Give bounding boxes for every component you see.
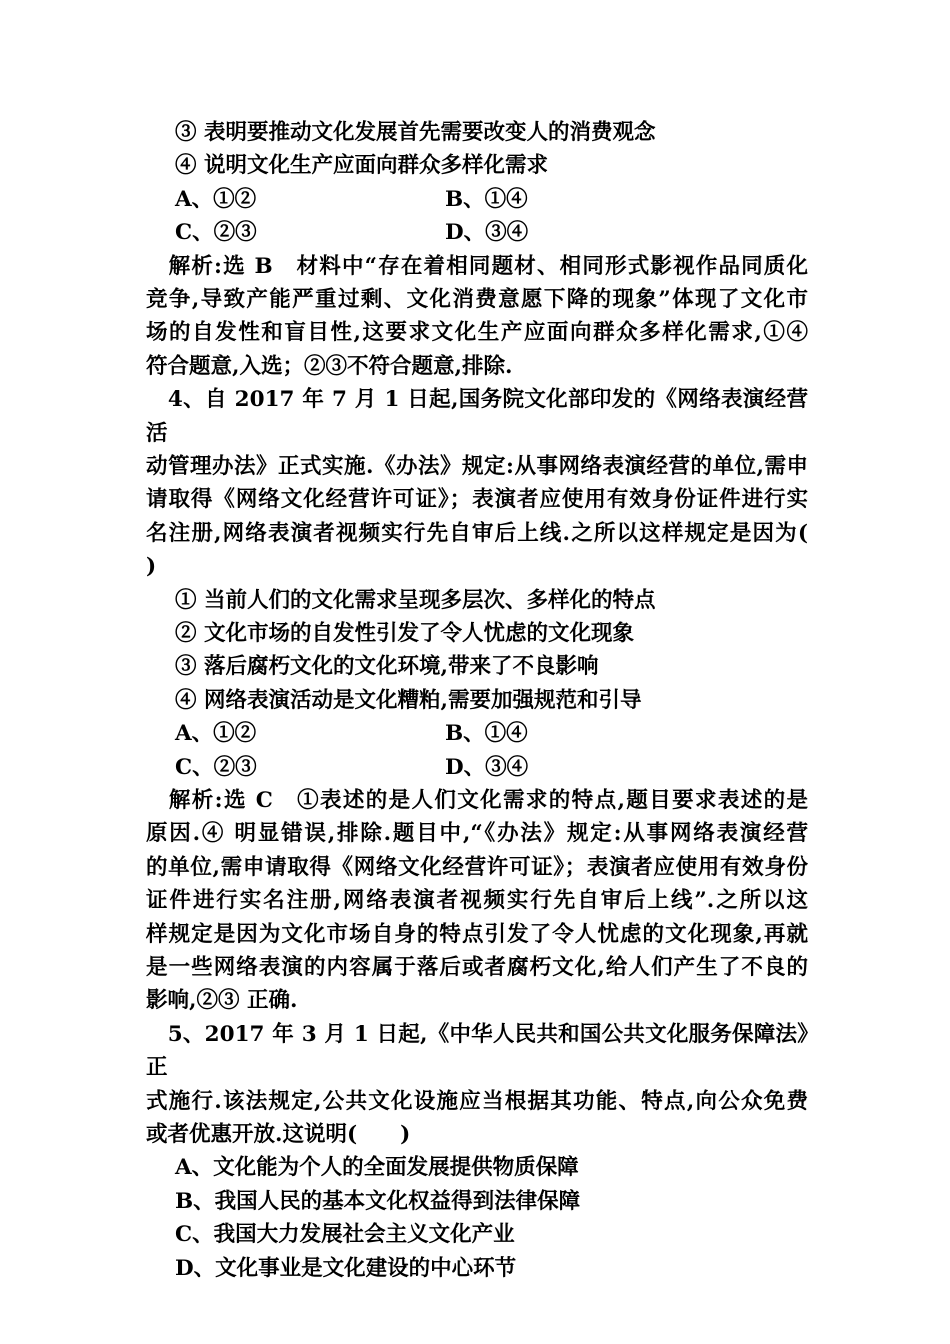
q4-option-a: A、①② [175, 721, 257, 747]
q3-analysis-line: 竞争,导致产能严重过剩、文化消费意愿下降的现象”体现了文化市 [146, 286, 808, 312]
q5-stem-line: 5、2017 年 3 月 1 日起,《中华人民共和国公共文化服务保障法》正 [146, 1021, 808, 1081]
q4-analysis-line: 样规定是因为文化市场自身的特点引发了令人忧虑的文化现象,再就 [146, 921, 808, 947]
q4-analysis-line: 是一些网络表演的内容属于落后或者腐朽文化,给人们产生了不良的 [146, 955, 808, 980]
q3-analysis-line: 场的自发性和盲目性,这要求文化生产应面向群众多样化需求,①④ [146, 320, 808, 346]
q4-option-d: D、③④ [445, 754, 529, 780]
q5-option-a: A、文化能为个人的全面发展提供物质保障 [175, 1155, 579, 1181]
q4-statement-4: ④ 网络表演活动是文化糟粕,需要加强规范和引导 [175, 687, 642, 713]
q3-option-c: C、②③ [175, 220, 257, 246]
q5-stem-line: 式施行.该法规定,公共文化设施应当根据其功能、特点,向公众免费 [146, 1088, 808, 1114]
q3-statement-3: ③ 表明要推动文化发展首先需要改变人的消费观念 [175, 120, 656, 145]
q4-stem-line: ) [146, 554, 157, 580]
q5-option-b: B、我国人民的基本文化权益得到法律保障 [175, 1188, 581, 1214]
q4-statement-1: ① 当前人们的文化需求呈现多层次、多样化的特点 [175, 587, 656, 613]
q3-options-row-2 [146, 216, 808, 249]
q4-analysis-line: 影响,②③ 正确. [146, 988, 298, 1014]
document-page [146, 116, 808, 1285]
q5-stem-line: 或者优惠开放.这说明( ) [146, 1122, 411, 1148]
q4-analysis-line: 解析:选 C ①表述的是人们文化需求的特点,题目要求表述的是 [146, 787, 808, 813]
q3-analysis-line: 解析:选 B 材料中“存在着相同题材、相同形式影视作品同质化 [146, 253, 808, 279]
q5-option-c: C、我国大力发展社会主义文化产业 [175, 1222, 515, 1248]
q4-analysis-line: 原因.④ 明显错误,排除.题目中,“《办法》规定:从事网络表演经营 [146, 821, 808, 847]
q3-option-d: D、③④ [445, 220, 529, 246]
q4-stem-line: 动管理办法》正式实施.《办法》规定:从事网络表演经营的单位,需申 [146, 454, 808, 479]
q4-stem-line: 请取得《网络文化经营许可证》；表演者应使用有效身份证件进行实 [146, 487, 808, 513]
q4-option-b: B、①④ [445, 721, 528, 747]
q4-options-row-1 [146, 717, 808, 750]
q4-statement-3: ③ 落后腐朽文化的文化环境,带来了不良影响 [175, 654, 599, 680]
q3-option-a: A、①② [175, 186, 257, 212]
q4-statement-2: ② 文化市场的自发性引发了令人忧虑的文化现象 [175, 621, 634, 647]
q3-analysis-line: 符合题意,入选；②③不符合题意,排除. [146, 353, 513, 379]
q4-stem-line: 名注册,网络表演者视频实行先自审后上线.之所以这样规定是因为( [146, 520, 808, 546]
q3-option-b: B、①④ [445, 186, 528, 212]
q4-analysis-line: 的单位,需申请取得《网络文化经营许可证》；表演者应使用有效身份 [146, 854, 808, 880]
q4-stem-line: 4、自 2017 年 7 月 1 日起,国务院文化部印发的《网络表演经营活 [146, 387, 808, 446]
q4-analysis-line: 证件进行实名注册,网络表演者视频实行先自审后上线”.之所以这 [146, 888, 808, 914]
q4-option-c: C、②③ [175, 754, 257, 780]
q5-option-d: D、文化事业是文化建设的中心环节 [175, 1255, 517, 1281]
q4-options-row-2 [146, 751, 808, 784]
q3-statement-4: ④ 说明文化生产应面向群众多样化需求 [175, 153, 548, 179]
q3-options-row-1 [146, 183, 808, 216]
